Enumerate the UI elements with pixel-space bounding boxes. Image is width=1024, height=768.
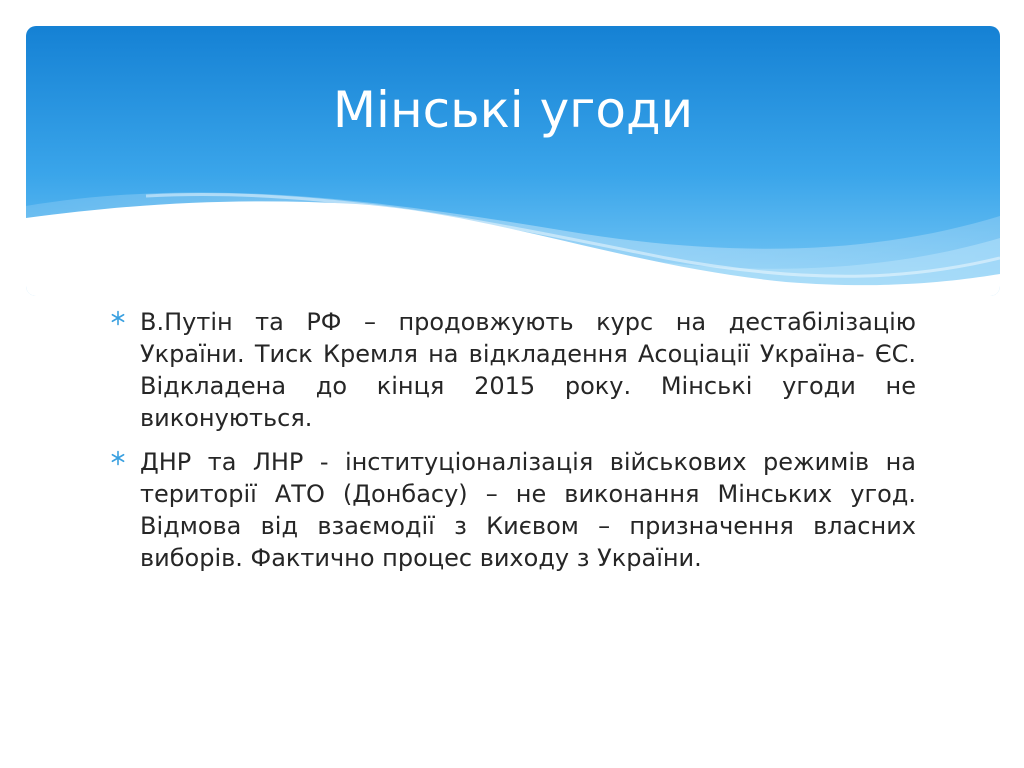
- bullet-text: ДНР та ЛНР - інституціоналізація військових режимів на території АТО (Донбасу) – не виконання Мінських угод. Відмова від взаємодії з Києвом – призначення власних виборів. Фактично процес виходу з України.: [140, 448, 916, 572]
- slide-title: Мінські угоди: [332, 81, 694, 139]
- asterisk-bullet-icon: [110, 450, 126, 466]
- list-item: [110, 446, 916, 574]
- list-item: [110, 306, 916, 434]
- header-banner: [26, 26, 1000, 296]
- header-wave-graphic: [26, 26, 1000, 296]
- asterisk-bullet-icon: [110, 310, 126, 326]
- bullet-text: В.Путін та РФ – продовжують курс на дестабілізацію України. Тиск Кремля на відкладення Асоціації Україна- ЄС. Відкладена до кінця 2015 року. Мінські угоди не виконуються.: [140, 308, 916, 432]
- bullet-list: [110, 306, 916, 586]
